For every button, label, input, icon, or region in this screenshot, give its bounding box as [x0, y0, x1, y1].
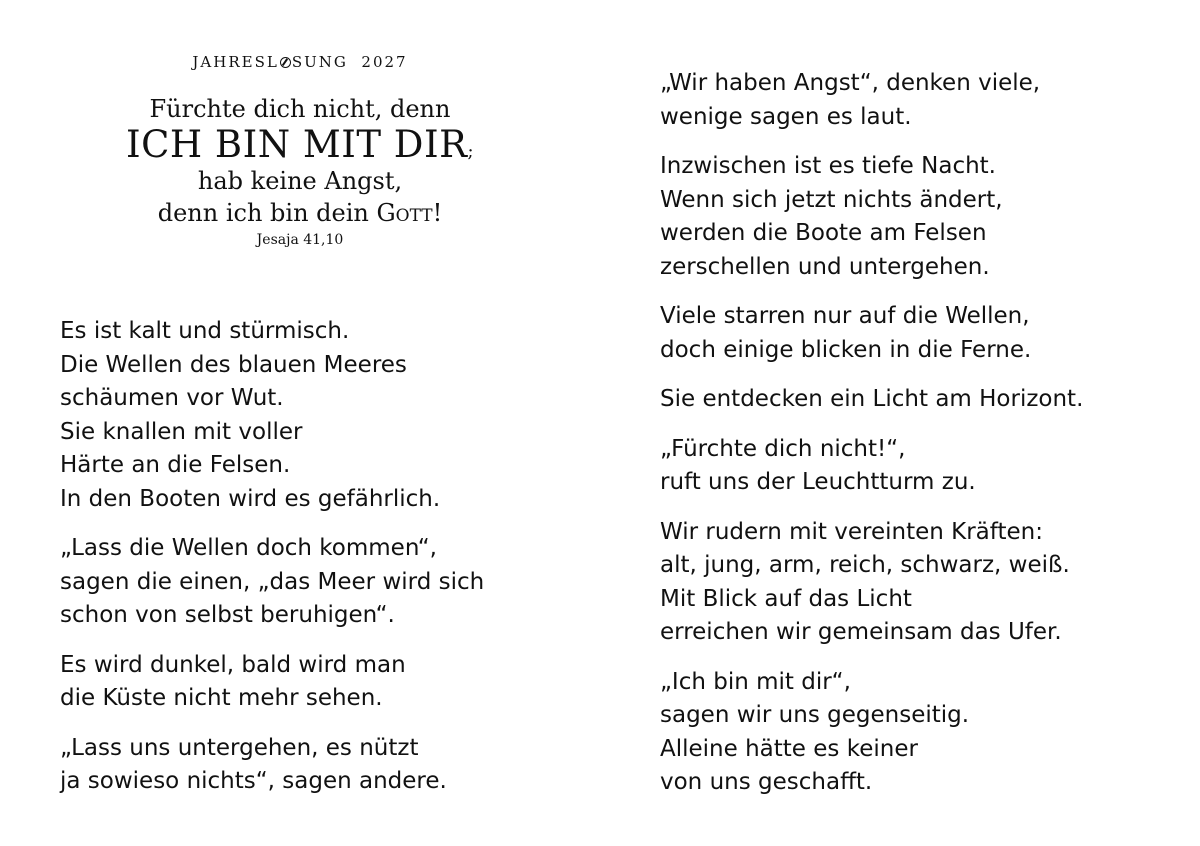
logo-o-icon — [280, 57, 291, 68]
right-text-column — [660, 67, 1200, 816]
text-line: Es wird dunkel, bald wird man — [60, 651, 406, 678]
verse-god-rest: OTT — [395, 206, 433, 226]
stanza — [60, 532, 620, 633]
stanza — [60, 649, 620, 716]
stanza — [660, 516, 1200, 650]
stanza — [660, 433, 1200, 500]
text-line: sagen die einen, „das Meer wird sich — [60, 568, 485, 595]
text-line: Viele starren nur auf die Wellen, — [660, 303, 1030, 329]
text-line: Mit Blick auf das Licht — [660, 585, 912, 612]
text-line: Sie knallen mit voller — [60, 418, 303, 445]
text-line: die Küste nicht mehr sehen. — [60, 685, 383, 711]
verse-highlight-punct: ; — [467, 141, 475, 162]
verse-line-4 — [100, 198, 500, 230]
verse-line-4-start: denn ich bin dein — [157, 199, 377, 227]
text-line: Es ist kalt und stürmisch. — [60, 318, 350, 344]
header-title — [100, 52, 500, 72]
verse-reference: Jesaja 41,10 — [256, 232, 344, 248]
text-line: „Wir haben Angst“, denken viele, — [660, 70, 1041, 96]
text-line: „Ich bin mit dir“, — [660, 668, 851, 695]
text-line: sagen wir uns gegenseitig. — [660, 702, 970, 728]
text-line: doch einige blicken in die Ferne. — [660, 336, 1032, 363]
verse-god-initial: G — [376, 199, 396, 227]
text-line: Die Wellen des blauen Meeres — [60, 351, 407, 378]
title-text-start: JAHRESL — [192, 53, 279, 71]
text-line: schäumen vor Wut. — [60, 385, 284, 411]
verse-line-4-end: ! — [432, 199, 443, 227]
stanza — [660, 67, 1200, 134]
text-line: werden die Boote am Felsen — [660, 220, 987, 246]
stanza — [660, 150, 1200, 284]
text-line: In den Booten wird es gefährlich. — [60, 485, 441, 512]
text-line: „Lass die Wellen doch kommen“, — [60, 535, 437, 561]
text-line: Härte an die Felsen. — [60, 452, 291, 478]
stanza — [60, 732, 620, 799]
text-line: Wir rudern mit vereinten Kräften: — [660, 518, 1043, 545]
stanza — [660, 300, 1200, 367]
stanza — [660, 666, 1200, 800]
text-line: zerschellen und untergehen. — [660, 253, 990, 280]
text-line: von uns geschafft. — [660, 769, 873, 795]
verse-highlight-text: ICH BIN MIT DIR — [125, 123, 468, 166]
text-line: Alleine hätte es keiner — [660, 735, 918, 762]
verse-line-3: hab keine Angst, — [197, 167, 403, 195]
left-text-column — [60, 315, 620, 815]
title-text-end: SUNG — [291, 53, 348, 71]
text-line: ja sowieso nichts“, sagen andere. — [60, 768, 447, 794]
title-year: 2027 — [361, 53, 408, 71]
text-line: schon von selbst beruhigen“. — [60, 602, 395, 628]
text-line: Wenn sich jetzt nichts ändert, — [660, 186, 1003, 213]
text-line: wenige sagen es laut. — [660, 103, 912, 130]
text-line: „Fürchte dich nicht!“, — [660, 435, 906, 462]
stanza — [60, 315, 620, 516]
text-line: erreichen wir gemeinsam das Ufer. — [660, 619, 1062, 645]
text-line: ruft uns der Leuchtturm zu. — [660, 469, 976, 495]
verse-line-1: Fürchte dich nicht, denn — [149, 95, 451, 123]
text-line: alt, jung, arm, reich, schwarz, weiß. — [660, 552, 1070, 578]
verse-highlight — [100, 124, 500, 166]
verse-header — [100, 52, 500, 250]
text-line: „Lass uns untergehen, es nützt — [60, 734, 419, 761]
stanza — [660, 383, 1200, 417]
text-line: Inzwischen ist es tiefe Nacht. — [660, 153, 996, 179]
text-line: Sie entdecken ein Licht am Horizont. — [660, 386, 1084, 412]
